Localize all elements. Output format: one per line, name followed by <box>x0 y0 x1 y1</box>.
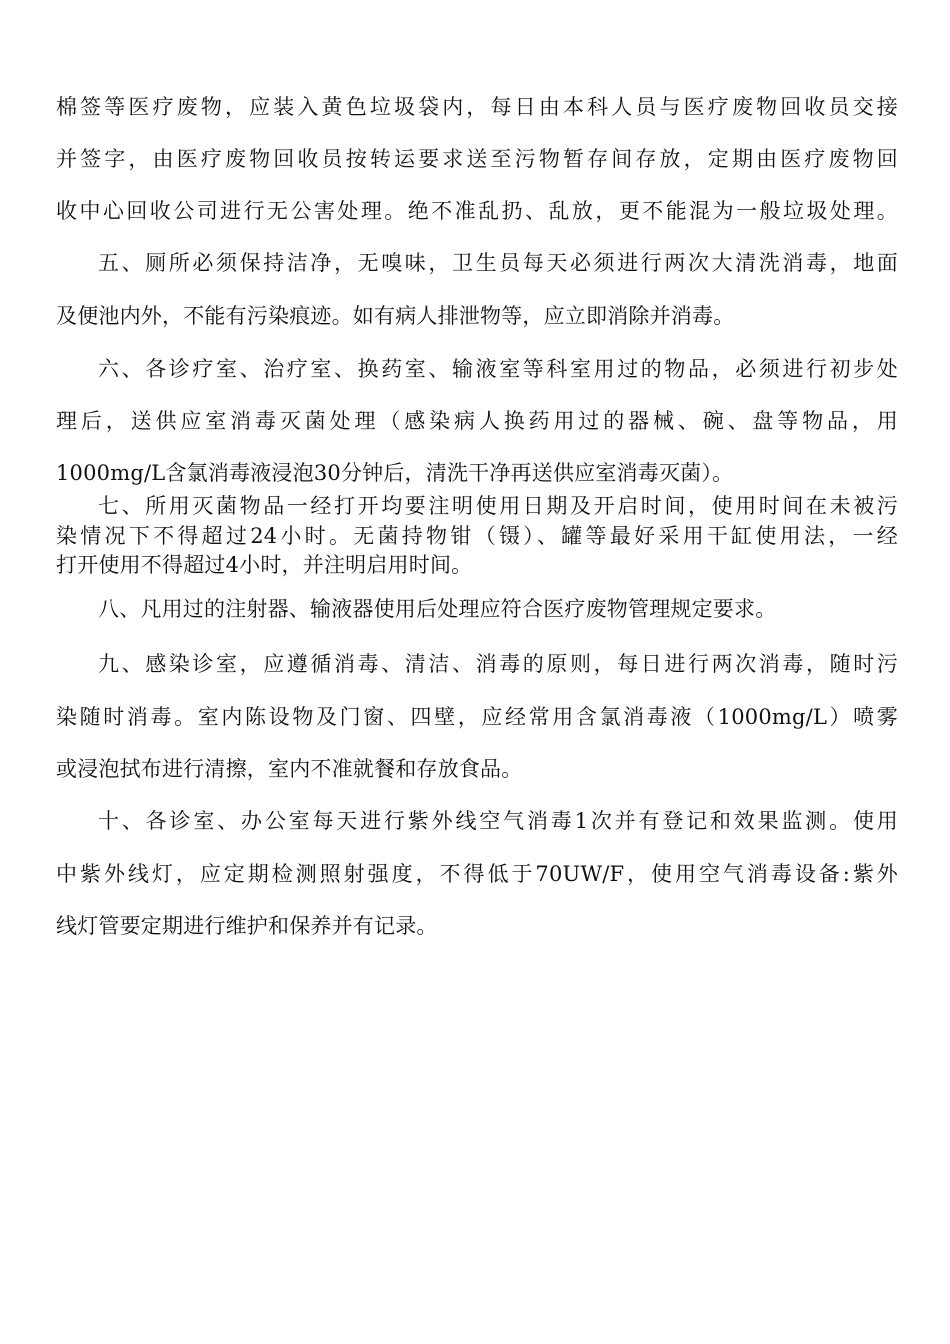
paragraph-line: 棉签等医疗废物，应装入黄色垃圾袋内，每日由本科人员与医疗废物回收员交接 <box>56 95 898 119</box>
paragraph-line: 打开使用不得超过4小时，并注明启用时间。 <box>56 553 473 577</box>
paragraph-line: 或浸泡拭布进行清擦，室内不准就餐和存放食品。 <box>56 757 523 781</box>
paragraph-line: 线灯管要定期进行维护和保养并有记录。 <box>56 914 438 938</box>
paragraph-line: 并签字，由医疗废物回收员按转运要求送至污物暂存间存放，定期由医疗废物回 <box>56 147 898 171</box>
paragraph-line: 六、各诊疗室、治疗室、换药室、输液室等科室用过的物品，必须进行初步处 <box>98 357 898 381</box>
paragraph-line: 收中心回收公司进行无公害处理。绝不准乱扔、乱放，更不能混为一般垃圾处理。 <box>56 199 898 223</box>
paragraph-line: 八、凡用过的注射器、输液器使用后处理应符合医疗废物管理规定要求。 <box>98 597 777 621</box>
paragraph-line: 1000mg/L含氯消毒液浸泡30分钟后，清洗干净再送供应室消毒灭菌）。 <box>56 461 734 485</box>
paragraph-line: 七、所用灭菌物品一经打开均要注明使用日期及开启时间，使用时间在未被污 <box>98 494 898 518</box>
paragraph-line: 十、各诊室、办公室每天进行紫外线空气消毒1次并有登记和效果监测。使用 <box>98 809 898 833</box>
paragraph-line: 理后，送供应室消毒灭菌处理（感染病人换药用过的器械、碗、盘等物品，用 <box>56 409 898 433</box>
paragraph-line: 五、厕所必须保持洁净，无嗅味，卫生员每天必须进行两次大清洗消毒，地面 <box>98 251 898 275</box>
paragraph-line: 染情况下不得超过24小时。无菌持物钳（镊）、罐等最好采用干缸使用法，一经 <box>56 524 898 548</box>
paragraph-line: 九、感染诊室，应遵循消毒、清洁、消毒的原则，每日进行两次消毒，随时污 <box>98 652 898 676</box>
paragraph-line: 及便池内外，不能有污染痕迹。如有病人排泄物等，应立即消除并消毒。 <box>56 304 735 328</box>
paragraph-line: 中紫外线灯，应定期检测照射强度，不得低于70UW/F，使用空气消毒设备:紫外 <box>56 862 898 886</box>
paragraph-line: 染随时消毒。室内陈设物及门窗、四壁，应经常用含氯消毒液（1000mg/L）喷雾 <box>56 705 898 729</box>
